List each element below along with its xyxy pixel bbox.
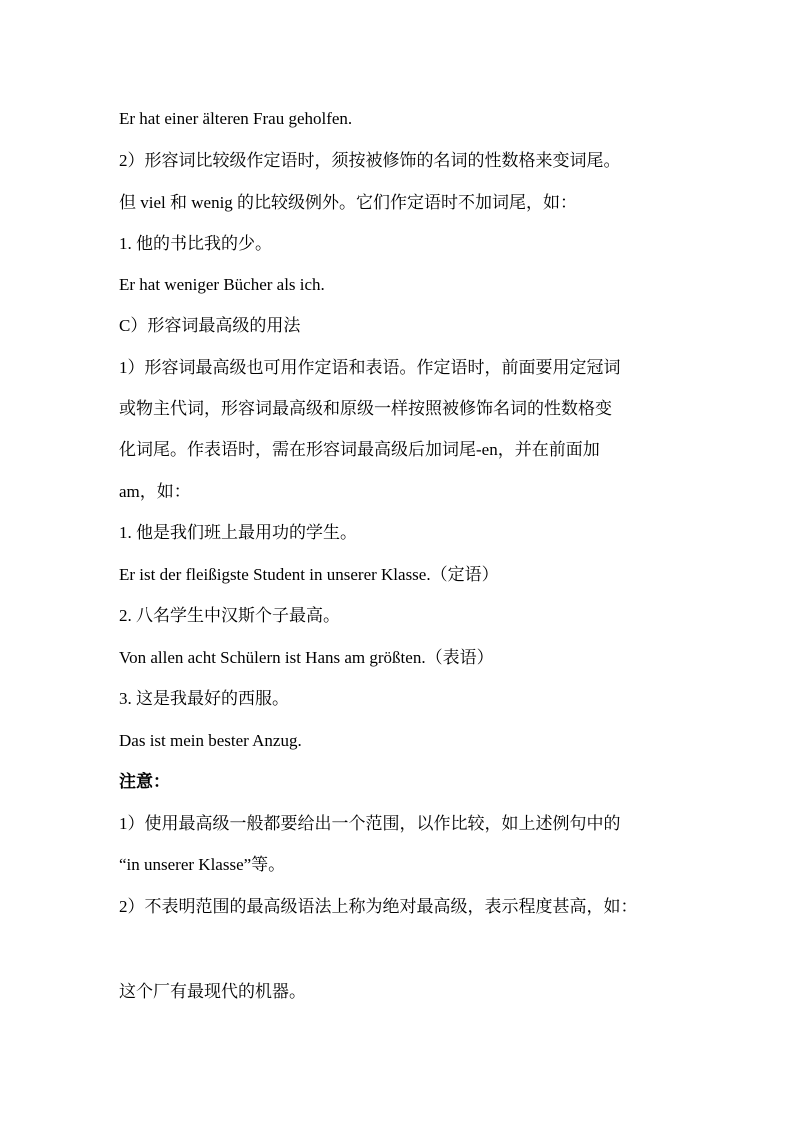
text-line: “in unserer Klasse”等。 (119, 855, 286, 874)
text-line: 这个厂有最现代的机器。 (119, 982, 306, 1001)
text-line: 1）使用最高级一般都要给出一个范围，以作比较，如上述例句中的 (119, 814, 621, 833)
text-line: 1. 他是我们班上最用功的学生。 (119, 523, 357, 542)
text-line: 2. 八名学生中汉斯个子最高。 (119, 606, 340, 625)
section-heading: C）形容词最高级的用法 (119, 316, 301, 335)
text-line: 化词尾。作表语时，需在形容词最高级后加词尾-en，并在前面加 (119, 440, 600, 459)
text-line: 2）形容词比较级作定语时，须按被修饰的名词的性数格来变词尾。 (119, 151, 621, 170)
note-heading: 注意： (119, 772, 170, 791)
text-line: Er ist der fleißigste Student in unserer Klasse.（定语） (119, 565, 499, 584)
text-line: Das ist mein bester Anzug. (119, 731, 302, 750)
text-line: 3. 这是我最好的西服。 (119, 689, 289, 708)
text-line: 1. 他的书比我的少。 (119, 234, 272, 253)
text-line: 或物主代词，形容词最高级和原级一样按照被修饰名词的性数格变 (119, 399, 612, 418)
text-line: Er hat weniger Bücher als ich. (119, 275, 325, 294)
text-line: 但 viel 和 wenig 的比较级例外。它们作定语时不加词尾，如： (119, 193, 578, 212)
text-line: Von allen acht Schülern ist Hans am größten.（表语） (119, 648, 494, 667)
text-line: am，如： (119, 482, 191, 501)
text-line: 1）形容词最高级也可用作定语和表语。作定语时，前面要用定冠词 (119, 358, 621, 377)
text-line: 2）不表明范围的最高级语法上称为绝对最高级，表示程度甚高，如： (119, 897, 638, 916)
text-line: Er hat einer älteren Frau geholfen. (119, 109, 353, 128)
